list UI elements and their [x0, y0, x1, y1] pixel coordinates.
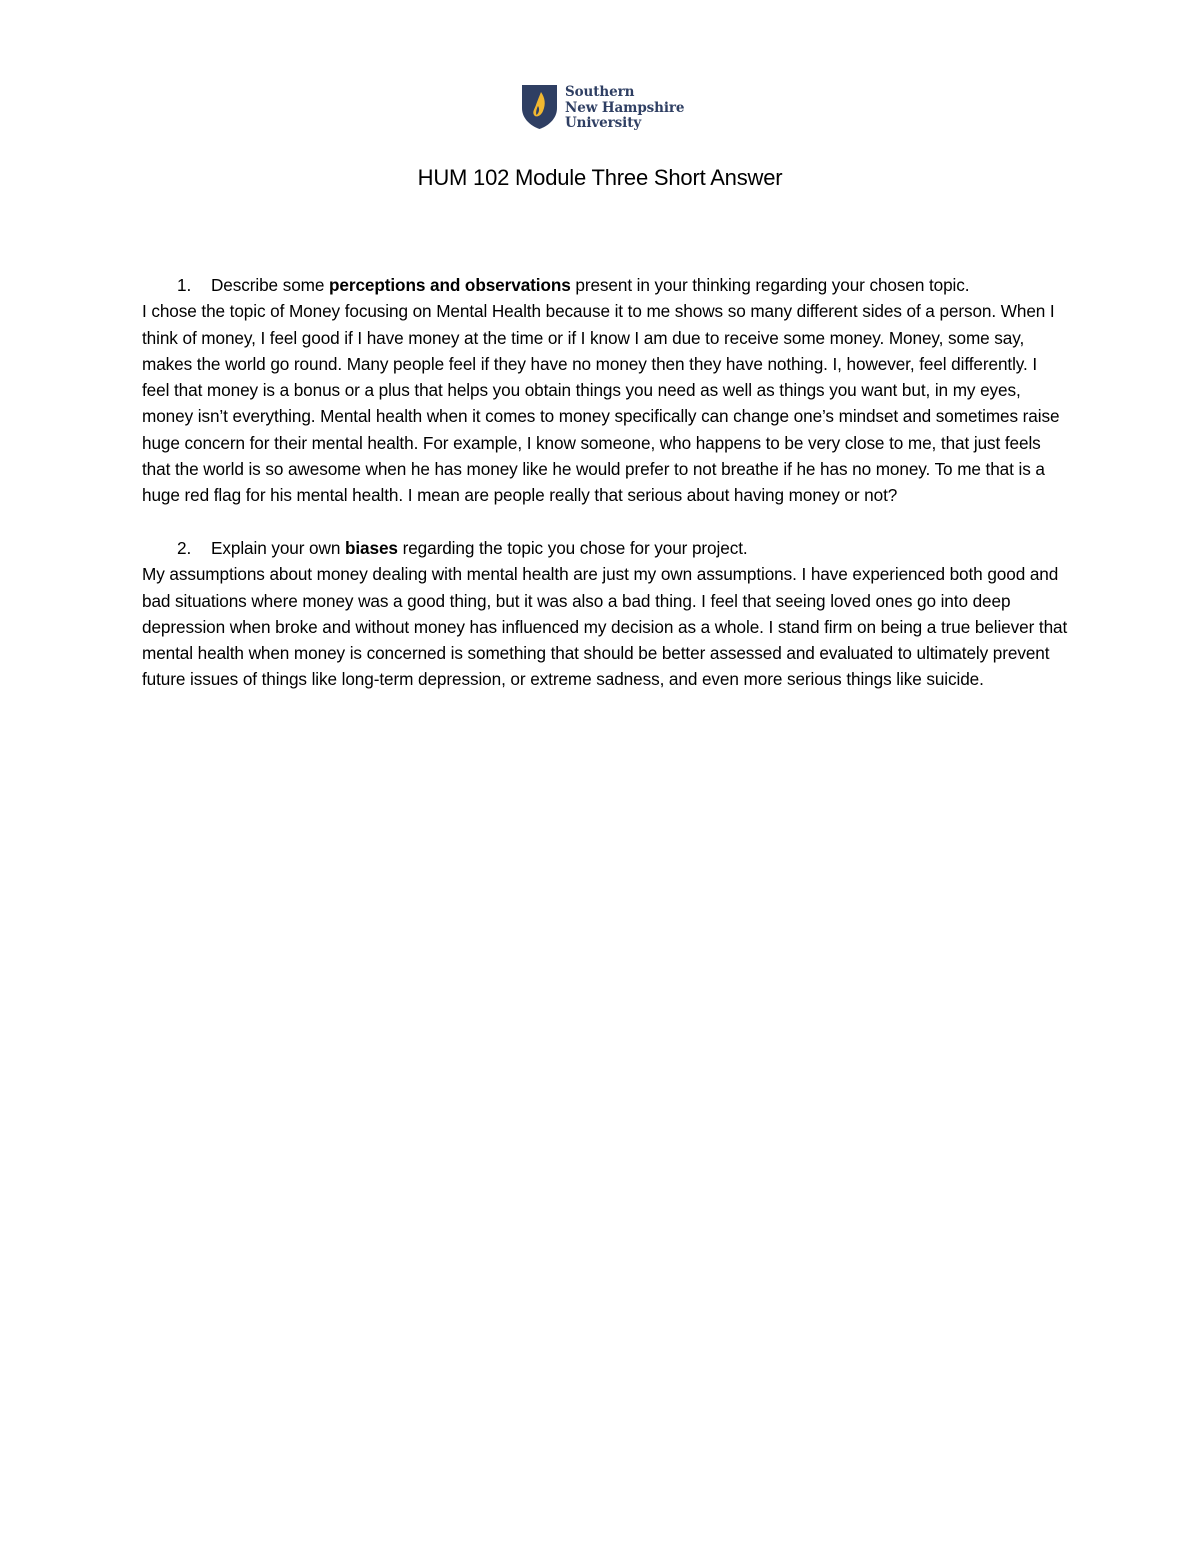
answer-1: I chose the topic of Money focusing on Mental Health because it to me shows so many different sides of a person. When I think of money, I feel good if I have money at the time or if I know I am due to receive some money. Money, some say, makes the world go round. Many people feel if they have no money then they have nothing. I, however, feel differently. I feel that money is a bonus or a plus that helps you obtain things you need as well as things you want but, in my eyes, money isn’t everything. Mental health when it comes to money specifically can change one’s mindset and sometimes raise huge concern for their mental health. For example, I know someone, who happens to be very close to me, that just feels that the world is so awesome when he has money like he would prefer to not breathe if he has no money. To me that is a huge red flag for his mental health. I mean are people really that serious about having money or not? [142, 301, 1060, 506]
question-emphasis: biases [344, 537, 398, 558]
question-text-start: Explain your own [211, 537, 345, 558]
paragraph-gap [142, 509, 1068, 535]
question-text-end: regarding the topic you chose for your project. [397, 537, 748, 558]
question-1 [142, 272, 1068, 298]
question-text-end: present in your thinking regarding your chosen topic. [570, 275, 970, 295]
question-emphasis: perceptions and observations [329, 275, 571, 295]
logo-line-1: Southern [565, 84, 635, 100]
logo-line-2: New Hampshire [565, 99, 685, 116]
university-logo [521, 84, 684, 132]
question-text [211, 272, 1068, 298]
university-wordmark [565, 85, 684, 132]
question-text [211, 535, 1068, 561]
question-number: 2. [177, 537, 192, 558]
question-number: 1. [177, 275, 192, 295]
question-text-start: Describe some [211, 275, 329, 295]
document-body [142, 272, 1068, 693]
document-title: HUM 102 Module Three Short Answer [417, 165, 783, 190]
question-2 [142, 535, 1068, 561]
logo-line-3: University [565, 115, 642, 131]
answer-2: My assumptions about money dealing with mental health are just my own assumptions. I have experienced both good and bad situations where money was a good thing, but it was also a bad thing. I feel that seeing loved ones go into deep depression when broke and without money has influenced my decision as a whole. I stand firm on being a true believer that mental health when money is concerned is something that should be better assessed and evaluated to ultimately prevent future issues of things like long-term depression, or extreme sadness, and even more serious things like suicide. [142, 564, 1068, 690]
shield-flame-icon [521, 84, 558, 130]
